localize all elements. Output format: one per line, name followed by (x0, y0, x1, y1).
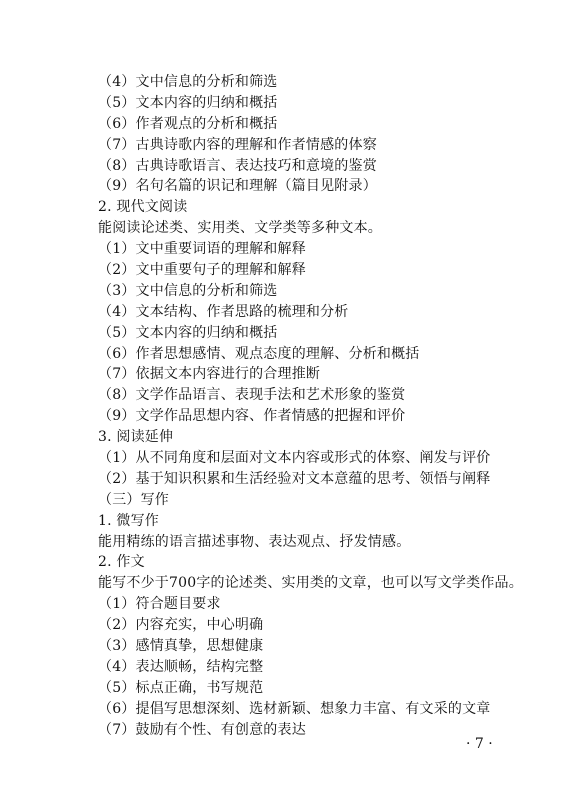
paragraph-composition: 能写不少于700字的论述类、实用类的文章，也可以写文学类作品。 (98, 575, 523, 592)
line-12: （4）文本结构、作者思路的梳理和分析 (98, 303, 349, 320)
section-heading-modern-reading: 2. 现代文阅读 (98, 199, 188, 216)
line-04: （7）古典诗歌内容的理解和作者情感的体察 (98, 136, 377, 153)
line-09: （1）文中重要词语的理解和解释 (98, 241, 306, 258)
line-10: （2）文中重要句子的理解和解释 (98, 262, 306, 279)
line-27: （2）内容充实，中心明确 (98, 617, 264, 634)
line-11: （3）文中信息的分析和筛选 (98, 282, 278, 299)
paragraph-modern-reading: 能阅读论述类、实用类、文学类等多种文本。 (98, 220, 382, 237)
line-16: （8）文学作品语言、表现手法和艺术形象的鉴赏 (98, 387, 406, 404)
section-heading-writing: （三）写作 (98, 491, 169, 508)
line-02: （5）文本内容的归纳和概括 (98, 94, 278, 111)
section-heading-micro-writing: 1. 微写作 (98, 512, 160, 529)
section-heading-reading-extension: 3. 阅读延伸 (98, 429, 174, 446)
line-26: （1）符合题目要求 (98, 596, 221, 613)
paragraph-micro-writing: 能用精练的语言描述事物、表达观点、抒发情感。 (98, 533, 411, 550)
line-13: （5）文本内容的归纳和概括 (98, 324, 278, 341)
line-14: （6）作者思想感情、观点态度的理解、分析和概括 (98, 345, 420, 362)
section-heading-composition: 2. 作文 (98, 554, 145, 571)
line-28: （3）感情真挚，思想健康 (98, 638, 264, 655)
line-05: （8）古典诗歌语言、表达技巧和意境的鉴赏 (98, 157, 377, 174)
line-17: （9）文学作品思想内容、作者情感的把握和评价 (98, 408, 406, 425)
line-19: （1）从不同角度和层面对文本内容或形式的体察、阐发与评价 (98, 450, 491, 467)
line-03: （6）作者观点的分析和概括 (98, 115, 278, 132)
line-06: （9）名句名篇的识记和理解（篇目见附录） (98, 178, 377, 195)
line-01: （4）文中信息的分析和筛选 (98, 74, 278, 90)
line-32: （7）鼓励有个性、有创意的表达 (98, 721, 306, 738)
line-15: （7）依据文本内容进行的合理推断 (98, 366, 321, 383)
page-number: · 7 · (466, 736, 493, 752)
line-31: （6）提倡写思想深刻、选材新颖、想象力丰富、有文采的文章 (98, 700, 491, 717)
line-20: （2）基于知识积累和生活经验对文本意蕴的思考、领悟与阐释 (98, 470, 491, 487)
line-29: （4）表达顺畅，结构完整 (98, 658, 264, 675)
page-body (98, 72, 568, 741)
line-30: （5）标点正确，书写规范 (98, 679, 264, 696)
